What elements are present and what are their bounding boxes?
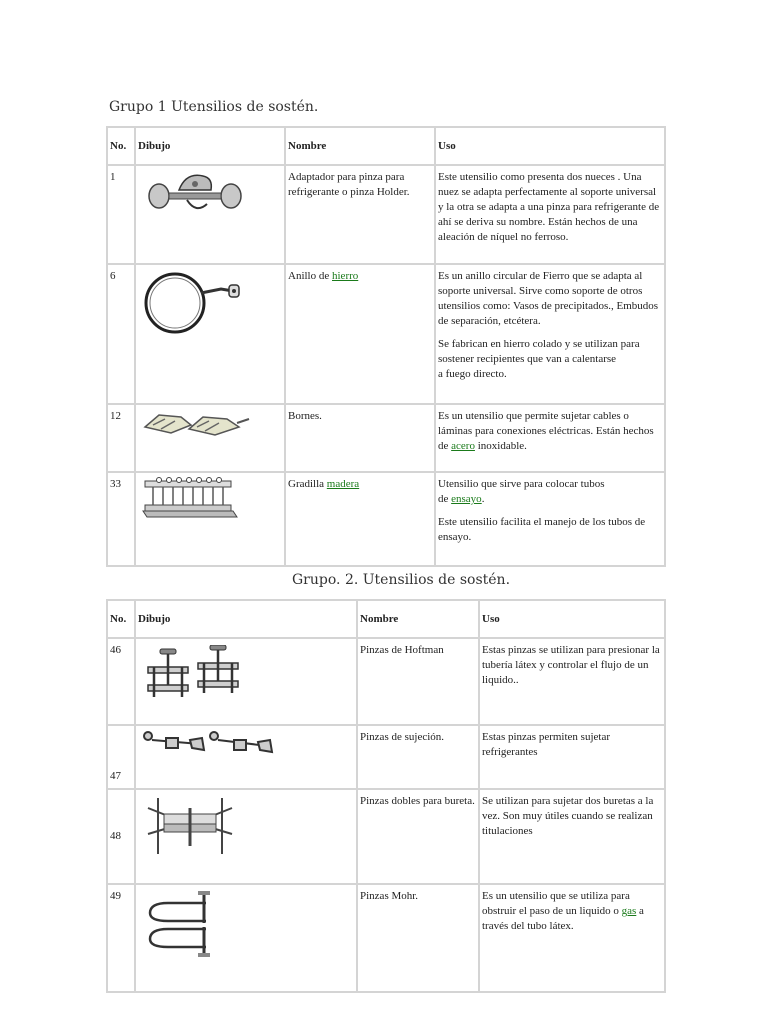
nombre-text: Gradilla [288, 478, 327, 490]
drawing-cell [135, 789, 357, 884]
madera-link[interactable]: madera [326, 478, 360, 490]
header-no: No. [107, 600, 135, 638]
row-no: 46 [107, 638, 135, 725]
table-row [107, 404, 665, 472]
uso-text: a fuego directo. [438, 368, 507, 380]
table-row [107, 789, 665, 884]
header-dibujo: Dibujo [135, 600, 357, 638]
table-header-row [107, 600, 665, 638]
uso-text: Es un utensilio que permite sujetar cables o láminas para conexiones eléctricas. Están hechos de [438, 410, 654, 452]
holding-clamps-drawing [140, 728, 280, 762]
table-header-row [107, 127, 665, 165]
table-row [107, 725, 665, 789]
row-nombre: Pinzas de Hoftman [357, 638, 479, 725]
test-tube-rack-drawing [141, 475, 251, 519]
table-row [107, 165, 665, 264]
group2-title: Grupo. 2. Utensilios de sostén. [292, 572, 511, 588]
double-burette-clamp-drawing [144, 794, 244, 858]
drawing-cell [135, 472, 285, 566]
drawing-cell [135, 404, 285, 472]
ensayo-link[interactable]: ensayo [451, 493, 482, 505]
row-nombre: Pinzas dobles para bureta. [357, 789, 479, 884]
row-uso: Estas pinzas se utilizan para presionar la tubería látex y controlar el flujo de un liquido.. [479, 638, 665, 725]
uso-text: inoxidable. [474, 440, 527, 452]
uso-paragraph: Este utensilio facilita el manejo de los tubos de ensayo. [438, 516, 646, 543]
holder-clamp-drawing [141, 168, 251, 218]
row-no: 48 [107, 789, 135, 884]
row-no: 12 [107, 404, 135, 472]
uso-paragraph: Utensilio que sirve para colocar tubos de ensayo. [438, 478, 605, 505]
row-uso [479, 884, 665, 992]
row-nombre: Adaptador para pinza para refrigerante o pinza Holder. [285, 165, 435, 264]
row-no: 47 [107, 725, 135, 789]
row-uso [435, 264, 665, 404]
gas-link[interactable]: gas [621, 905, 637, 917]
row-uso: Estas pinzas permiten sujetar refrigerantes [479, 725, 665, 789]
hierro-link[interactable]: hierro [332, 270, 359, 282]
uso-text: a través del tubo látex. [482, 905, 644, 932]
group1-table [106, 126, 666, 567]
drawing-cell [135, 264, 285, 404]
row-uso: Se utilizan para sujetar dos buretas a la vez. Son muy útiles cuando se realizan titulaciones [479, 789, 665, 884]
group1-title: Grupo 1 Utensilios de sostén. [109, 99, 319, 115]
row-no: 49 [107, 884, 135, 992]
acero-link[interactable]: acero [451, 440, 475, 452]
drawing-cell [135, 638, 357, 725]
header-nombre: Nombre [357, 600, 479, 638]
row-no: 6 [107, 264, 135, 404]
drawing-cell [135, 165, 285, 264]
header-uso: Uso [435, 127, 665, 165]
row-no: 33 [107, 472, 135, 566]
row-uso [435, 472, 665, 566]
row-nombre [285, 264, 435, 404]
drawing-cell [135, 884, 357, 992]
row-nombre: Bornes. [285, 404, 435, 472]
table-row [107, 472, 665, 566]
drawing-cell [135, 725, 357, 789]
row-no: 1 [107, 165, 135, 264]
group2-table [106, 599, 666, 993]
header-no: No. [107, 127, 135, 165]
uso-paragraph [438, 337, 662, 382]
header-nombre: Nombre [285, 127, 435, 165]
table-row [107, 884, 665, 992]
row-nombre: Pinzas Mohr. [357, 884, 479, 992]
hoffman-clamp-drawing [142, 645, 252, 705]
uso-text: Utensilio que sirve para colocar tubos [438, 478, 605, 490]
row-uso: Este utensilio como presenta dos nueces . Una nuez se adapta perfectamente al soporte universal y la otra se adapta a una pinza para refrigerante de ahí se deriva su nombre. Están hechos de una aleación de níquel no ferroso. [435, 165, 665, 264]
uso-text: Es un utensilio que se utiliza para obstruir el paso de un liquido o [482, 890, 630, 917]
iron-ring-drawing [141, 267, 251, 339]
uso-text: de [438, 493, 452, 505]
row-nombre [285, 472, 435, 566]
table-row [107, 264, 665, 404]
row-uso [435, 404, 665, 472]
uso-paragraph: Es un anillo circular de Fierro que se adapta al soporte universal. Sirve como soporte de otros utensilios como: Vasos de precipitados., Embudos de separación, etcétera. [438, 270, 659, 327]
table-row [107, 638, 665, 725]
nombre-text: Anillo de [288, 270, 332, 282]
terminal-clamps-drawing [141, 407, 251, 439]
header-uso: Uso [479, 600, 665, 638]
mohr-clamp-drawing [142, 889, 222, 959]
header-dibujo: Dibujo [135, 127, 285, 165]
row-nombre: Pinzas de sujeción. [357, 725, 479, 789]
uso-text: Se fabrican en hierro colado y se utilizan para sostener recipientes que van a calentarse [438, 338, 640, 365]
